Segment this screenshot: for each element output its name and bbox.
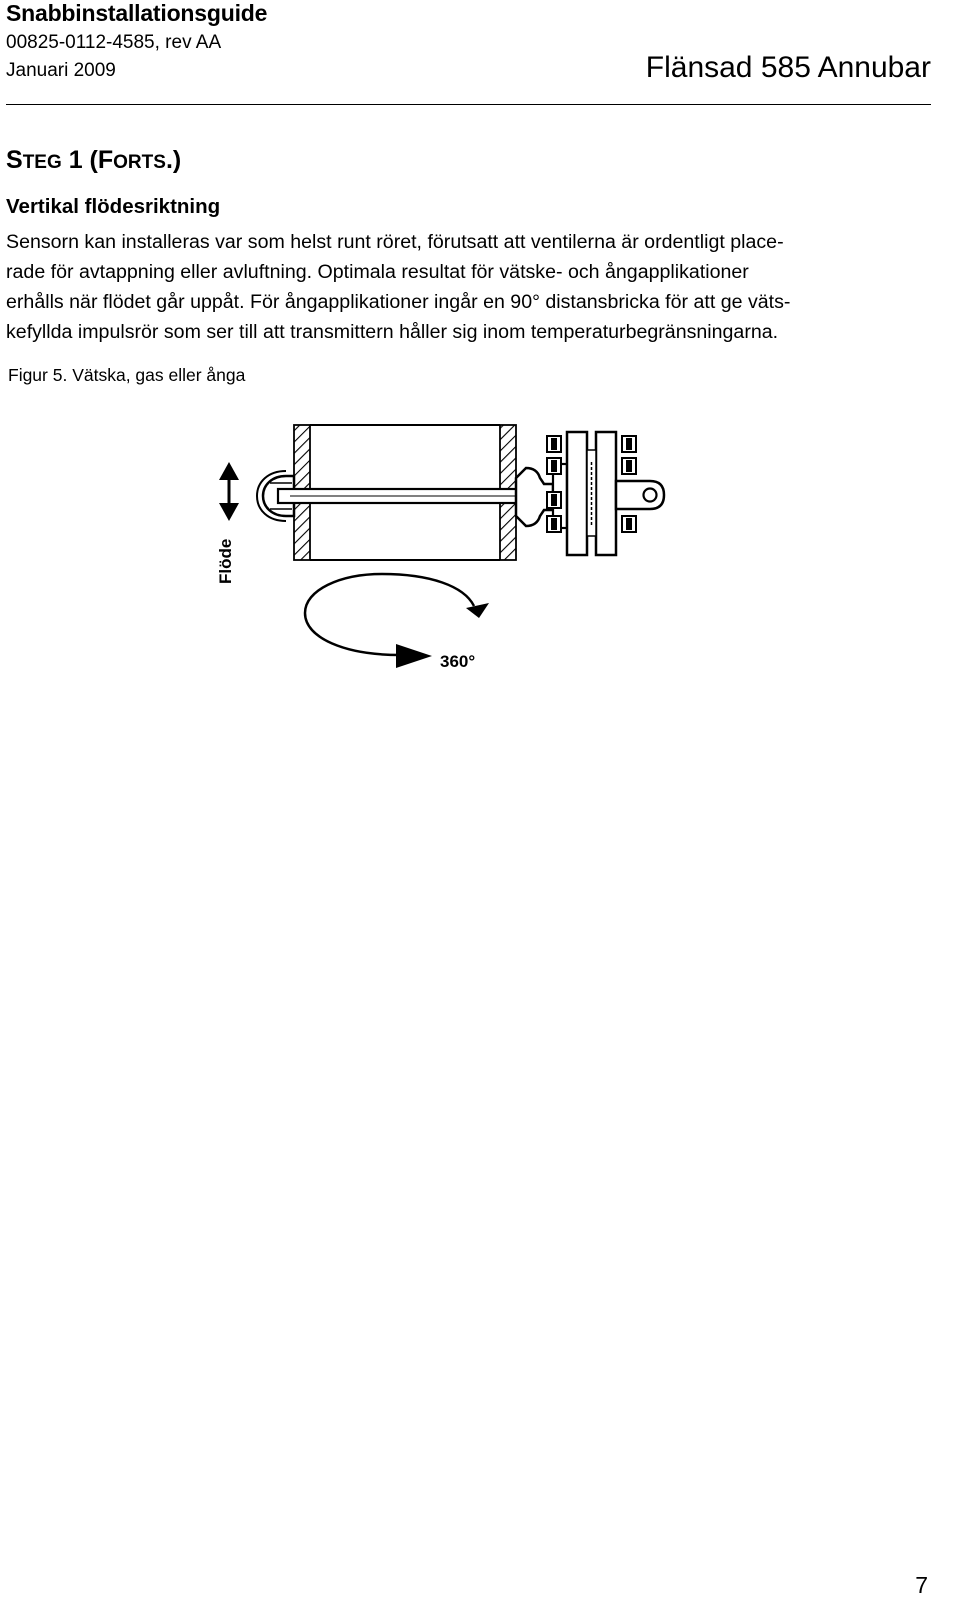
flange-right xyxy=(596,432,616,555)
product-name: Flänsad 585 Annubar xyxy=(645,51,931,84)
flow-double-arrow-icon xyxy=(219,462,239,521)
mounting-tab xyxy=(616,481,664,509)
step-heading xyxy=(6,146,181,175)
step-closing: .) xyxy=(165,146,182,174)
flange-left xyxy=(567,432,587,555)
sensor-rod xyxy=(278,489,538,503)
body-line: kefyllda impulsrör som ser till att transmittern håller sig inom temperaturbegränsningarna. xyxy=(6,321,779,343)
step-smallcaps: TEG xyxy=(22,152,62,173)
document-number: 00825-0112-4585, rev AA xyxy=(6,32,222,53)
body-line: erhålls när flödet går uppåt. För ångapplikationer ingår en 90° distansbricka för att ge väts- xyxy=(6,291,791,313)
diagram-svg xyxy=(200,405,680,675)
forts-letter-f: F xyxy=(97,146,114,174)
step-letter-s: S xyxy=(6,146,23,174)
guide-title: Snabbinstallationsguide xyxy=(6,0,268,26)
header-divider xyxy=(6,104,931,105)
rotation-label: 360° xyxy=(440,652,476,671)
body-paragraph xyxy=(6,227,931,347)
flow-label: Flöde xyxy=(216,538,235,584)
figure-installation-diagram xyxy=(200,405,680,680)
body-line: Sensorn kan installeras var som helst runt röret, förutsatt att ventilerna är ordentligt place- xyxy=(6,231,784,253)
forts-smallcaps: ORTS xyxy=(113,152,166,173)
figure-caption: Figur 5. Vätska, gas eller ånga xyxy=(8,365,246,385)
publication-date: Januari 2009 xyxy=(6,60,116,81)
step-number: 1 ( xyxy=(61,146,98,174)
body-line: rade för avtappning eller avluftning. Optimala resultat för vätske- och ångapplikationer xyxy=(6,261,749,283)
subheading: Vertikal flödesriktning xyxy=(6,195,221,218)
page-number: 7 xyxy=(915,1572,928,1598)
